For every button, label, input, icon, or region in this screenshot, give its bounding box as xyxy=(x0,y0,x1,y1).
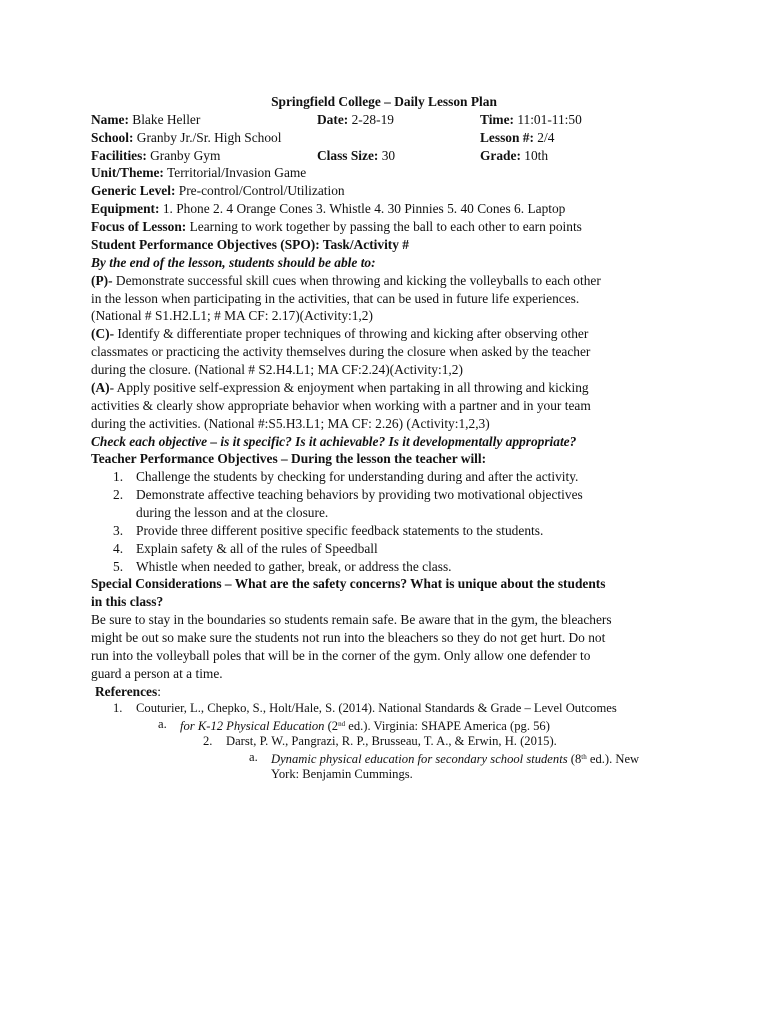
lesson-field xyxy=(480,129,554,147)
special-considerations-body-line-4: guard a person at a time. xyxy=(91,666,223,681)
psychomotor-label: (P)- xyxy=(91,273,113,288)
level-label: Generic Level: xyxy=(91,183,176,198)
tpo-item-text: Demonstrate affective teaching behaviors by providing two motivational objectives xyxy=(136,487,583,502)
spo-heading: Student Performance Objectives (SPO): Task/Activity # xyxy=(91,237,409,252)
name-label: Name: xyxy=(91,112,129,127)
spo-psychomotor-line-1 xyxy=(91,272,601,290)
tpo-item-number: 5. xyxy=(113,559,124,574)
name-value: Blake Heller xyxy=(128,112,201,127)
reference-1a-title: for K-12 Physical Education xyxy=(180,719,325,733)
grade-field xyxy=(480,147,548,165)
time-label: Time: xyxy=(480,112,514,127)
special-considerations-body-line-2: might be out so make sure the students not run into the bleachers so they do not get hurt. Do not xyxy=(91,630,606,645)
tpo-item-text: Whistle when needed to gather, break, or address the class. xyxy=(136,559,452,574)
references-label: References xyxy=(95,684,158,699)
reference-2-text: Darst, P. W., Pangrazi, R. P., Brusseau, T. A., & Erwin, H. (2015). xyxy=(226,734,557,748)
grade-label: Grade: xyxy=(480,148,521,163)
affective-label: (A) xyxy=(91,380,110,395)
spo-affective-line-2: activities & clearly show appropriate behavior when working with a partner and in your team xyxy=(91,398,591,413)
references-heading xyxy=(95,683,161,701)
tpo-item-text-continued: during the lesson and at the closure. xyxy=(136,505,329,520)
reference-number: 1. xyxy=(113,701,123,715)
spo-affective-line-3: during the activities. (National #:S5.H3.L1; MA CF: 2.26) (Activity:1,2,3) xyxy=(91,416,490,431)
objective-check-note: Check each objective – is it specific? Is it achievable? Is it developmentally appropriate? xyxy=(91,434,577,449)
lesson-value: 2/4 xyxy=(533,130,555,145)
document-title: Springfield College – Daily Lesson Plan xyxy=(271,94,497,109)
special-considerations-body-line-1: Be sure to stay in the boundaries so students remain safe. Be aware that in the gym, the bleachers xyxy=(91,612,612,627)
special-considerations-body-line-3: run into the volleyball poles that will be in the corner of the gym. Only allow one defender to xyxy=(91,648,591,663)
spo-intro: By the end of the lesson, students should be able to: xyxy=(91,255,376,270)
date-field xyxy=(317,111,394,129)
class-size-value: 30 xyxy=(378,148,396,163)
tpo-item-text: Provide three different positive specific feedback statements to the students. xyxy=(136,523,544,538)
reference-1a-superscript: nd xyxy=(338,720,346,728)
time-value: 11:01-11:50 xyxy=(513,112,582,127)
reference-1-text: Couturier, L., Chepko, S., Holt/Hale, S. (2014). National Standards & Grade – Level Outcomes xyxy=(136,701,617,715)
focus-label: Focus of Lesson: xyxy=(91,219,187,234)
reference-2a-superscript: th xyxy=(581,753,587,761)
psychomotor-text: Demonstrate successful skill cues when throwing and kicking the volleyballs to each other xyxy=(112,273,601,288)
unit-field xyxy=(91,164,306,182)
facilities-label: Facilities: xyxy=(91,148,147,163)
spo-cognitive-line-1 xyxy=(91,325,588,343)
equipment-label: Equipment: xyxy=(91,201,160,216)
spo-psychomotor-line-2: in the lesson when participating in the activities, that can be used in future life experiences. xyxy=(91,291,580,306)
reference-1a-publisher: ed.). Virginia: SHAPE America (pg. 56) xyxy=(345,719,550,733)
equipment-value: 1. Phone 2. 4 Orange Cones 3. Whistle 4. 30 Pinnies 5. 40 Cones 6. Laptop xyxy=(159,201,566,216)
facilities-value: Granby Gym xyxy=(146,148,221,163)
level-field xyxy=(91,182,345,200)
special-considerations-heading-line-1: Special Considerations – What are the safety concerns? What is unique about the students xyxy=(91,576,606,591)
reference-2a-title: Dynamic physical education for secondary school students xyxy=(271,752,568,766)
tpo-item-number: 2. xyxy=(113,487,124,502)
spo-affective-line-1 xyxy=(91,379,589,397)
cognitive-label: (C)- xyxy=(91,326,115,341)
reference-number: 2. xyxy=(203,734,213,748)
school-value: Granby Jr./Sr. High School xyxy=(133,130,282,145)
header-row-1 xyxy=(91,111,200,129)
school-field xyxy=(91,129,281,147)
spo-cognitive-line-3: during the closure. (National # S2.H4.L1; MA CF:2.24)(Activity:1,2) xyxy=(91,362,463,377)
focus-value: Learning to work together by passing the ball to each other to earn points xyxy=(186,219,582,234)
reference-sub-letter: a. xyxy=(158,717,167,731)
unit-value: Territorial/Invasion Game xyxy=(163,165,307,180)
tpo-item-number: 3. xyxy=(113,523,124,538)
spo-psychomotor-line-3: (National # S1.H2.L1; # MA CF: 2.17)(Activity:1,2) xyxy=(91,308,373,323)
lesson-label: Lesson #: xyxy=(480,130,534,145)
spo-cognitive-line-2: classmates or practicing the activity themselves during the closure when asked by the teacher xyxy=(91,344,591,359)
class-size-label: Class Size: xyxy=(317,148,379,163)
date-value: 2-28-19 xyxy=(348,112,394,127)
references-colon: : xyxy=(157,684,161,699)
cognitive-text: Identify & differentiate proper techniques of throwing and kicking after observing other xyxy=(114,326,589,341)
class-size-field xyxy=(317,147,395,165)
tpo-item-number: 4. xyxy=(113,541,124,556)
time-field xyxy=(480,111,582,129)
tpo-item-number: 1. xyxy=(113,469,124,484)
reference-2a-edition: (8 xyxy=(567,752,582,766)
tpo-item-text: Challenge the students by checking for understanding during and after the activity. xyxy=(136,469,579,484)
tpo-item-text: Explain safety & all of the rules of Speedball xyxy=(136,541,378,556)
reference-2a-text-continued: York: Benjamin Cummings. xyxy=(271,767,413,781)
reference-1a-edition: (2 xyxy=(324,719,339,733)
reference-sub-letter: a. xyxy=(249,750,258,764)
facilities-field xyxy=(91,147,220,165)
tpo-heading: Teacher Performance Objectives – During the lesson the teacher will: xyxy=(91,451,487,466)
school-label: School: xyxy=(91,130,134,145)
unit-label: Unit/Theme: xyxy=(91,165,164,180)
date-label: Date: xyxy=(317,112,349,127)
level-value: Pre-control/Control/Utilization xyxy=(175,183,345,198)
grade-value: 10th xyxy=(520,148,549,163)
affective-text: - Apply positive self-expression & enjoyment when partaking in all throwing and kicking xyxy=(109,380,589,395)
reference-2a-rest: ed.). New xyxy=(586,752,640,766)
special-considerations-heading-line-2: in this class? xyxy=(91,594,164,609)
focus-field xyxy=(91,218,582,236)
equipment-field xyxy=(91,200,565,218)
